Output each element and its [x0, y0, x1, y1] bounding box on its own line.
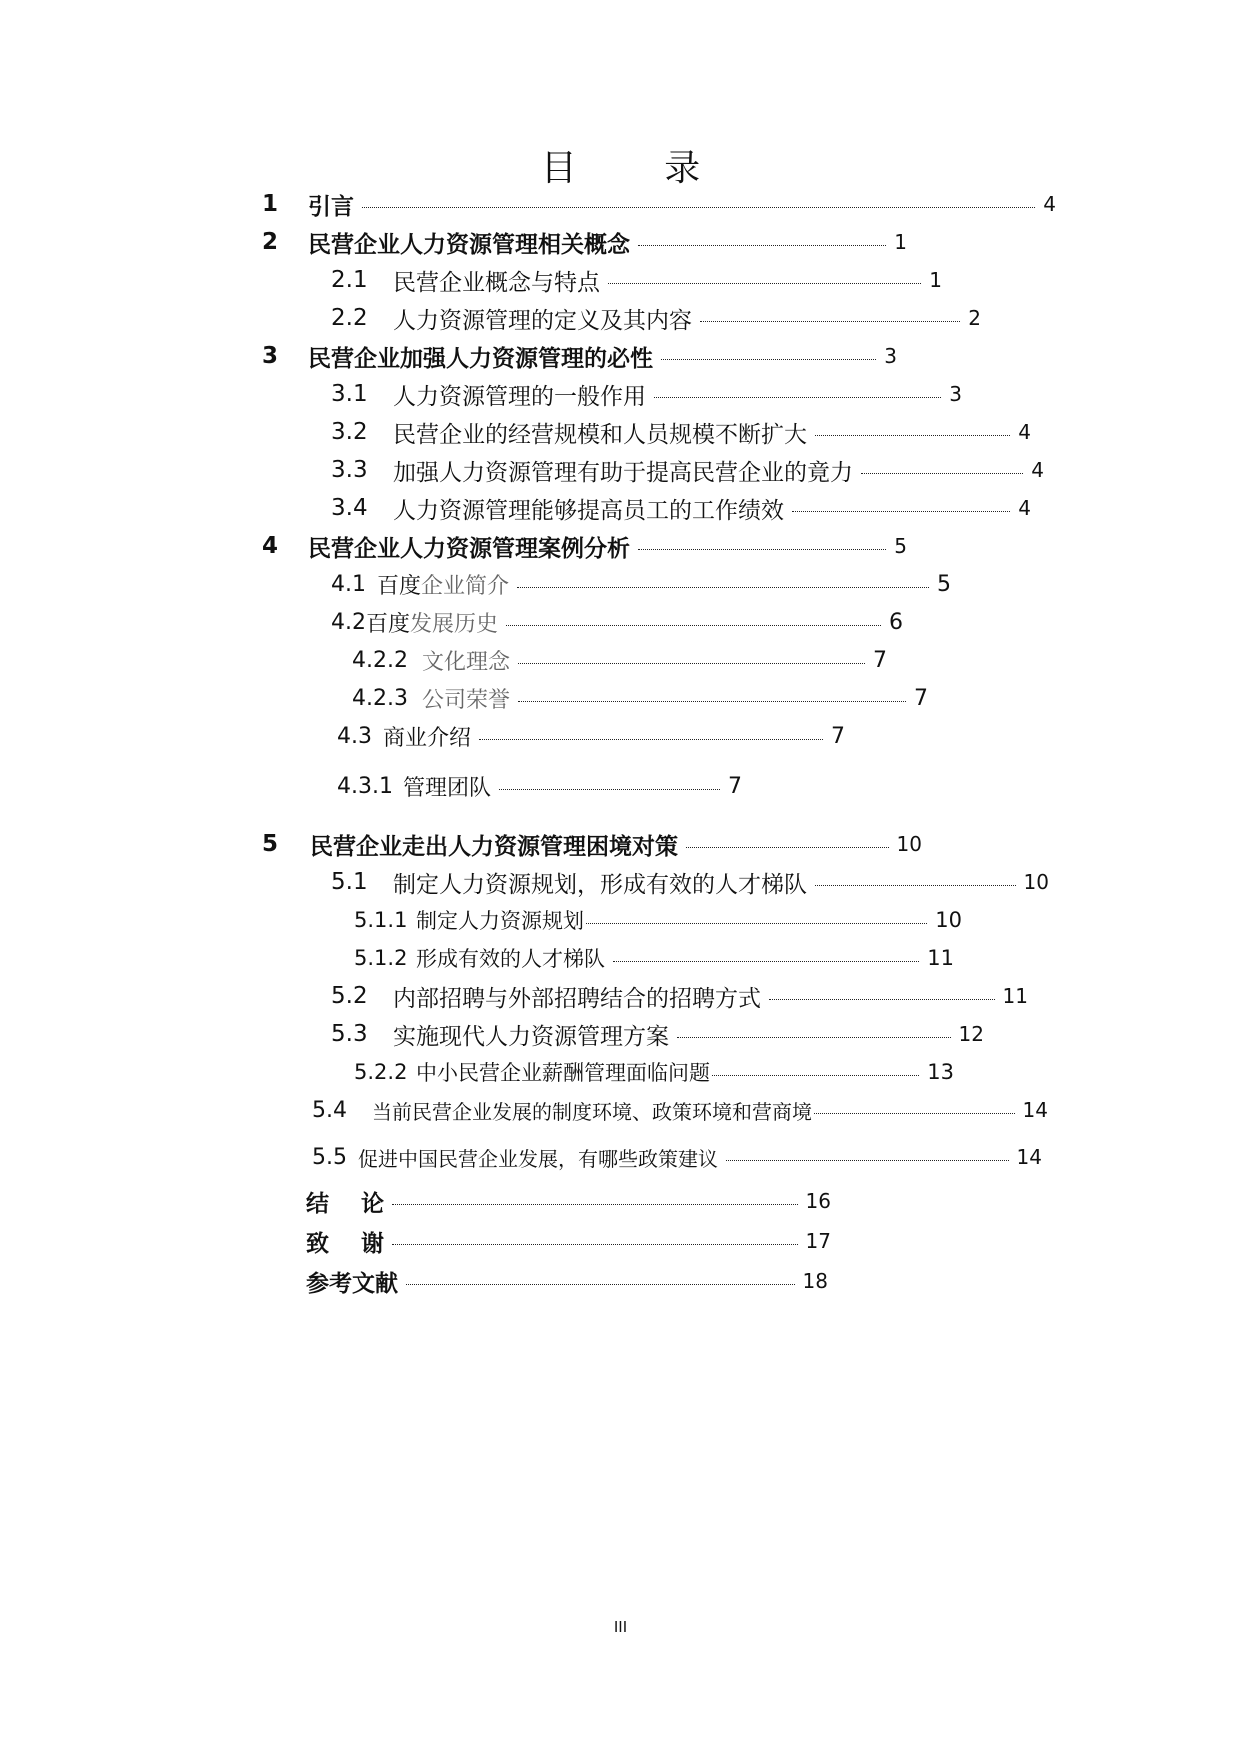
toc-entry-title: 公司荣誉 [422, 687, 511, 713]
dot-leader [792, 511, 1010, 512]
toc-entry-4[interactable] [262, 531, 907, 561]
toc-entry-number: 4.3 [337, 723, 372, 749]
toc-entry-title: 人力资源管理的定义及其内容 [393, 307, 692, 334]
toc-entry-page: 5 [937, 571, 951, 597]
toc-entry-page: 14 [1016, 1145, 1042, 1169]
toc-entry-3-3[interactable] [331, 455, 1044, 485]
toc-entry-number: 3.1 [331, 381, 368, 407]
toc-entry-page: 13 [927, 1060, 954, 1084]
toc-entry-4-3[interactable] [337, 721, 845, 751]
toc-entry-page: 7 [831, 723, 845, 749]
dot-leader [726, 1160, 1009, 1161]
toc-entry-number: 4.2.2 [352, 647, 408, 673]
dot-leader [686, 847, 889, 848]
toc-entry-number: 2 [262, 229, 279, 255]
dot-leader [861, 473, 1023, 474]
dot-leader [406, 1284, 795, 1285]
toc-entry-page: 7 [728, 773, 742, 799]
toc-entry-page: 10 [896, 832, 922, 856]
toc-entry-4-3-1[interactable] [337, 771, 742, 801]
toc-entry-title: 形成有效的人才梯队 [416, 947, 605, 971]
toc-entry-5-1-1[interactable] [354, 905, 962, 935]
dot-leader [362, 207, 1035, 208]
toc-entry-title: 发展历史 [410, 611, 499, 637]
dot-leader [392, 1244, 798, 1245]
dot-leader [815, 885, 1016, 886]
toc-entry-number: 5.3 [331, 1021, 368, 1047]
dot-leader [586, 923, 927, 924]
toc-entry-page: 16 [805, 1189, 831, 1213]
toc-entry-number: 5 [262, 831, 279, 857]
toc-entry-number: 3.3 [331, 457, 368, 483]
toc-entry-references[interactable] [306, 1266, 828, 1296]
toc-entry-title: 制定人力资源规划 [416, 909, 584, 933]
dot-leader [661, 359, 876, 360]
dot-leader [518, 701, 906, 702]
toc-entry-title: 制定人力资源规划，形成有效的人才梯队 [393, 871, 807, 898]
toc-entry-number: 5.2 [331, 983, 368, 1009]
toc-entry-title: 中小民营企业薪酬管理面临问题 [416, 1061, 710, 1085]
dot-leader [499, 789, 720, 790]
toc-entry-title: 加强人力资源管理有助于提高民营企业的竟力 [393, 459, 853, 486]
toc-entry-page: 1 [929, 268, 942, 292]
dot-leader [608, 283, 921, 284]
dot-leader [654, 397, 941, 398]
toc-entry-page: 7 [873, 647, 887, 673]
dot-leader [506, 625, 881, 626]
toc-entry-page: 17 [805, 1229, 831, 1253]
toc-entry-2-1[interactable] [331, 265, 942, 295]
toc-entry-title: 实施现代人力资源管理方案 [393, 1023, 669, 1050]
toc-entry-title: 结 论 [306, 1190, 385, 1217]
toc-entry-number: 5.1.1 [354, 908, 408, 932]
toc-entry-number: 5.1.2 [354, 946, 408, 970]
toc-entry-page: 14 [1022, 1098, 1048, 1122]
dot-leader [479, 739, 823, 740]
toc-entry-page: 2 [968, 306, 981, 330]
toc-entry-title: 民营企业走出人力资源管理困境对策 [310, 833, 678, 860]
toc-entry-page: 7 [914, 685, 928, 711]
toc-entry-title: 人力资源管理的一般作用 [393, 383, 646, 410]
toc-entry-2[interactable] [262, 227, 907, 257]
page-title: 目 录 [540, 148, 739, 189]
toc-entry-title: 致 谢 [306, 1230, 385, 1257]
toc-entry-4-2-3[interactable] [352, 683, 928, 713]
dot-leader [769, 999, 995, 1000]
toc-entry-4-2-2[interactable] [352, 645, 887, 675]
toc-entry-title: 人力资源管理能够提高员工的工作绩效 [393, 497, 784, 524]
toc-entry-number: 5.2.2 [354, 1060, 408, 1084]
dot-leader [814, 1113, 1015, 1114]
toc-entry-number: 4.2.3 [352, 685, 408, 711]
toc-entry-acknowledgements[interactable] [306, 1226, 831, 1256]
dot-leader [712, 1075, 919, 1076]
toc-entry-5-2-2[interactable] [354, 1057, 954, 1087]
toc-entry-title: 民营企业人力资源管理相关概念 [308, 231, 630, 258]
toc-entry-number: 4.1 [331, 571, 366, 597]
toc-entry-number: 3.4 [331, 495, 368, 521]
toc-entry-page: 5 [894, 534, 907, 558]
toc-entry-5-5[interactable] [312, 1142, 1042, 1172]
toc-entry-4-2[interactable] [331, 607, 903, 637]
toc-entry-number: 4 [262, 533, 279, 559]
toc-entry-page: 12 [958, 1022, 984, 1046]
toc-entry-page: 11 [1002, 984, 1028, 1008]
toc-entry-title: 民营企业加强人力资源管理的必性 [308, 345, 653, 372]
toc-entry-page: 18 [802, 1269, 828, 1293]
dot-leader [677, 1037, 951, 1038]
toc-entry-title: 当前民营企业发展的制度环境、政策环境和营商境 [372, 1099, 812, 1124]
dot-leader [392, 1204, 798, 1205]
dot-leader [518, 663, 865, 664]
dot-leader [613, 961, 919, 962]
toc-entry-conclusion[interactable] [306, 1186, 831, 1216]
toc-entry-title: 内部招聘与外部招聘结合的招聘方式 [393, 985, 761, 1012]
toc-entry-number: 1 [262, 191, 279, 217]
toc-entry-5-1-2[interactable] [354, 943, 954, 973]
toc-entry-3[interactable] [262, 341, 897, 371]
toc-entry-page: 3 [884, 344, 897, 368]
toc-entry-5-3[interactable] [331, 1019, 984, 1049]
toc-entry-title-brand: 百度 [377, 573, 422, 599]
toc-entry-title: 文化理念 [422, 649, 511, 675]
toc-entry-2-2[interactable] [331, 303, 981, 333]
toc-entry-title: 引言 [308, 193, 354, 220]
toc-entry-title-brand: 百度 [366, 611, 411, 637]
toc-entry-page: 6 [889, 609, 903, 635]
toc-entry-title: 民营企业人力资源管理案例分析 [308, 535, 630, 562]
dot-leader [815, 435, 1010, 436]
toc-entry-number: 5.1 [331, 869, 368, 895]
toc-entry-page: 4 [1043, 192, 1056, 216]
toc-entry-number: 4.2 [331, 609, 366, 635]
toc-entry-number: 2.2 [331, 305, 368, 331]
dot-leader [638, 549, 886, 550]
toc-entry-page: 1 [894, 230, 907, 254]
toc-entry-3-2[interactable] [331, 417, 1031, 447]
toc-entry-number: 3.2 [331, 419, 368, 445]
toc-entry-number: 5.5 [312, 1144, 347, 1170]
toc-entry-title: 民营企业概念与特点 [393, 269, 600, 296]
toc-entry-title: 参考文献 [306, 1270, 398, 1297]
toc-entry-title: 商业介绍 [383, 725, 472, 751]
toc-entry-5[interactable] [262, 829, 922, 859]
toc-entry-1[interactable] [262, 189, 1056, 219]
toc-entry-page: 10 [1023, 870, 1049, 894]
toc-entry-4-1[interactable] [331, 569, 951, 599]
toc-entry-number: 3 [262, 343, 279, 369]
toc-entry-page: 11 [927, 946, 954, 970]
toc-entry-5-4[interactable] [312, 1095, 1048, 1125]
toc-entry-page: 4 [1031, 458, 1044, 482]
toc-entry-title: 民营企业的经营规模和人员规模不断扩大 [393, 421, 807, 448]
toc-entry-page: 3 [949, 382, 962, 406]
toc-entry-page: 4 [1018, 420, 1031, 444]
toc-entry-3-1[interactable] [331, 379, 962, 409]
dot-leader [700, 321, 960, 322]
toc-entry-title: 促进中国民营企业发展，有哪些政策建议 [358, 1146, 718, 1171]
toc-entry-5-1[interactable] [331, 867, 1049, 897]
toc-entry-page: 4 [1018, 496, 1031, 520]
toc-entry-5-2[interactable] [331, 981, 1028, 1011]
toc-entry-page: 10 [935, 908, 962, 932]
toc-entry-title: 企业简介 [421, 573, 510, 599]
toc-entry-title: 管理团队 [403, 775, 492, 801]
toc-entry-number: 4.3.1 [337, 773, 393, 799]
dot-leader [638, 245, 886, 246]
toc-entry-3-4[interactable] [331, 493, 1031, 523]
toc-entry-number: 5.4 [312, 1097, 347, 1123]
dot-leader [517, 587, 929, 588]
page-number: III [613, 1618, 628, 1636]
toc-entry-number: 2.1 [331, 267, 368, 293]
